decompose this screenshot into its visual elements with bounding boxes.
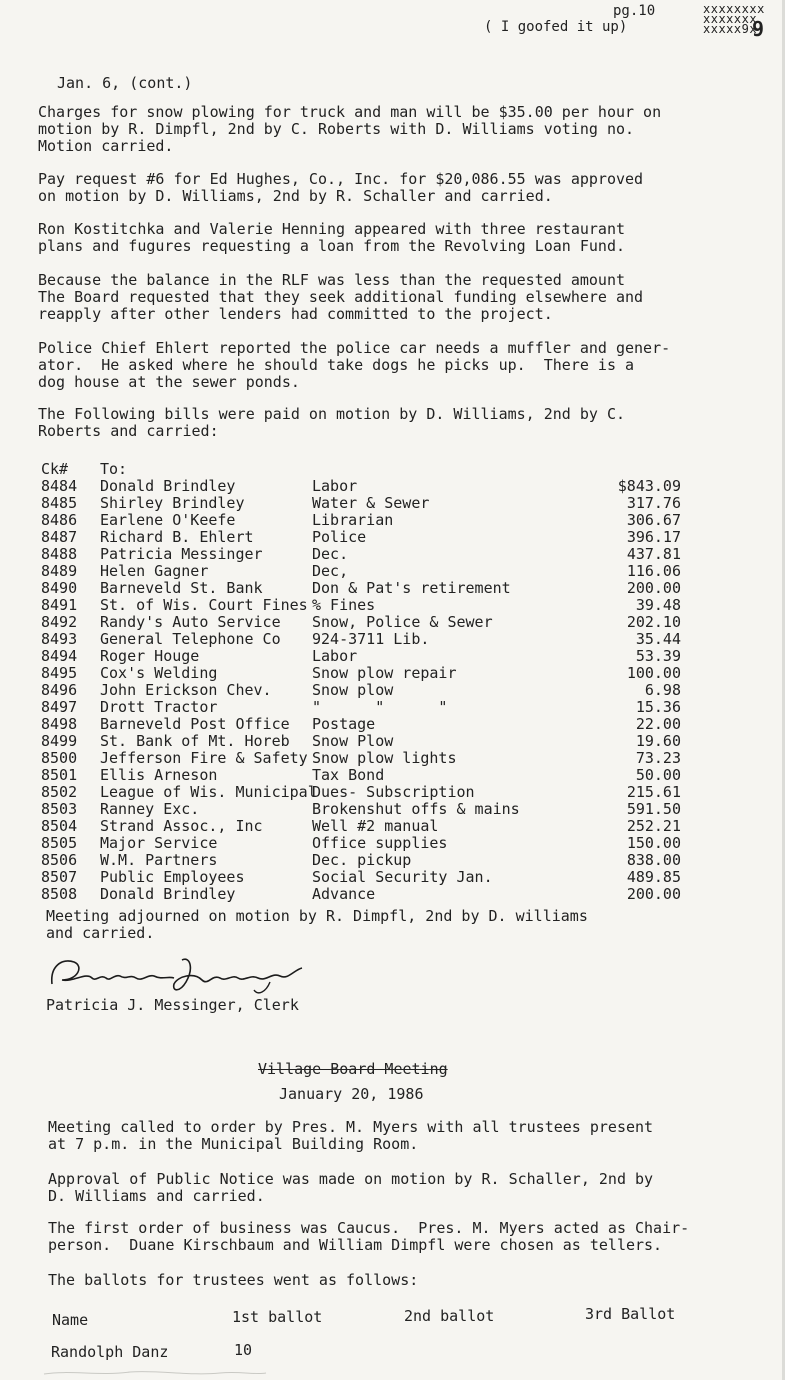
- bill-row: [41, 835, 681, 852]
- amount: $843.09: [617, 477, 681, 495]
- amount: 22.00: [635, 715, 681, 733]
- amount: 396.17: [626, 528, 681, 546]
- payee: Donald Brindley: [100, 885, 236, 903]
- payee: Public Employees: [100, 868, 245, 886]
- bill-row: [41, 699, 681, 716]
- payee: Ranney Exc.: [100, 800, 200, 818]
- check-number: 8484: [41, 477, 78, 495]
- amount: 73.23: [635, 749, 681, 767]
- check-number: 8497: [41, 698, 78, 716]
- check-number: 8500: [41, 749, 78, 767]
- bill-row: [41, 852, 681, 869]
- check-number: 8507: [41, 868, 78, 886]
- minutes-line: Approval of Public Notice was made on motion by R. Schaller, 2nd by: [48, 1170, 654, 1188]
- amount: 35.44: [635, 630, 681, 648]
- purpose: " " ": [312, 698, 448, 716]
- bill-row: [41, 818, 681, 835]
- check-number: 8498: [41, 715, 78, 733]
- purpose: Dec,: [312, 562, 349, 580]
- minutes-line: dog house at the sewer ponds.: [38, 373, 300, 391]
- amount: 19.60: [635, 732, 681, 750]
- check-number: 8499: [41, 732, 78, 750]
- bill-row: [41, 597, 681, 614]
- purpose: Social Security Jan.: [312, 868, 493, 886]
- purpose: Water & Sewer: [312, 494, 430, 512]
- amount: 15.36: [635, 698, 681, 716]
- bleed-through-marks: [40, 1368, 270, 1378]
- meeting-date: January 20, 1986: [279, 1085, 424, 1103]
- bill-row: [41, 767, 681, 784]
- bill-row: [41, 478, 681, 495]
- payee: Earlene O'Keefe: [100, 511, 236, 529]
- bill-row: [41, 614, 681, 631]
- bills-table: [41, 461, 681, 903]
- purpose: Labor: [312, 477, 358, 495]
- payee: John Erickson Chev.: [100, 681, 272, 699]
- amount: 39.48: [635, 596, 681, 614]
- purpose: Snow plow lights: [312, 749, 457, 767]
- purpose: Tax Bond: [312, 766, 385, 784]
- purpose: Snow Plow: [312, 732, 394, 750]
- minutes-line: person. Duane Kirschbaum and William Dimpfl were chosen as tellers.: [48, 1236, 663, 1254]
- minutes-line: The first order of business was Caucus. Pres. M. Myers acted as Chair-: [48, 1219, 690, 1237]
- purpose: Labor: [312, 647, 358, 665]
- bill-row: [41, 733, 681, 750]
- amount: 202.10: [626, 613, 681, 631]
- minutes-line: Police Chief Ehlert reported the police car needs a muffler and gener-: [38, 339, 671, 357]
- bill-row: [41, 716, 681, 733]
- bill-row: [41, 495, 681, 512]
- purpose: % Fines: [312, 596, 376, 614]
- minutes-line: at 7 p.m. in the Municipal Building Room.: [48, 1135, 419, 1153]
- amount: 591.50: [626, 800, 681, 818]
- bills-header: [41, 461, 681, 478]
- purpose: Snow plow: [312, 681, 394, 699]
- bill-row: [41, 546, 681, 563]
- purpose: Advance: [312, 885, 376, 903]
- x-row: xxxxxxxx: [703, 2, 765, 16]
- minutes-line: Motion carried.: [38, 137, 174, 155]
- minutes-line: Ron Kostitchka and Valerie Henning appeared with three restaurant: [38, 220, 625, 238]
- payee: St. Bank of Mt. Horeb: [100, 732, 290, 750]
- check-number: 8494: [41, 647, 78, 665]
- bill-row: [41, 563, 681, 580]
- purpose: Snow plow repair: [312, 664, 457, 682]
- check-number: 8505: [41, 834, 78, 852]
- minutes-line: Pay request #6 for Ed Hughes, Co., Inc. for $20,086.55 was approved: [38, 170, 644, 188]
- payee: Barneveld Post Office: [100, 715, 290, 733]
- col-payee: To:: [100, 460, 128, 478]
- purpose: Librarian: [312, 511, 394, 529]
- payee: Cox's Welding: [100, 664, 218, 682]
- x-row: xxxxx9x: [703, 22, 758, 36]
- purpose: Office supplies: [312, 834, 448, 852]
- amount: 50.00: [635, 766, 681, 784]
- bill-row: [41, 580, 681, 597]
- amount: 53.39: [635, 647, 681, 665]
- minutes-line: reapply after other lenders had committed to the project.: [38, 305, 553, 323]
- minutes-line: D. Williams and carried.: [48, 1187, 265, 1205]
- check-number: 8490: [41, 579, 78, 597]
- purpose: Police: [312, 528, 367, 546]
- amount: 116.06: [626, 562, 681, 580]
- amount: 100.00: [626, 664, 681, 682]
- payee: Helen Gagner: [100, 562, 209, 580]
- page-label: pg.10: [613, 3, 656, 19]
- purpose: Snow, Police & Sewer: [312, 613, 493, 631]
- minutes-line: plans and fugures requesting a loan from the Revolving Loan Fund.: [38, 237, 625, 255]
- check-number: 8495: [41, 664, 78, 682]
- purpose: Brokenshut offs & mains: [312, 800, 520, 818]
- minutes-line: Charges for snow plowing for truck and man will be $35.00 per hour on: [38, 103, 662, 121]
- amount: 150.00: [626, 834, 681, 852]
- check-number: 8502: [41, 783, 78, 801]
- minutes-line: The Board requested that they seek additional funding elsewhere and: [38, 288, 644, 306]
- amount: 489.85: [626, 868, 681, 886]
- check-number: 8493: [41, 630, 78, 648]
- check-number: 8492: [41, 613, 78, 631]
- bill-row: [41, 869, 681, 886]
- ballot-header-third: 3rd Ballot: [585, 1305, 676, 1323]
- ballot-header-first: 1st ballot: [232, 1308, 323, 1326]
- minutes-line: The ballots for trustees went as follows:: [48, 1271, 419, 1289]
- check-number: 8504: [41, 817, 78, 835]
- minutes-line: ator. He asked where he should take dogs he picks up. There is a: [38, 356, 635, 374]
- check-number: 8503: [41, 800, 78, 818]
- amount: 252.21: [626, 817, 681, 835]
- bill-row: [41, 750, 681, 767]
- bill-row: [41, 648, 681, 665]
- payee: Barneveld St. Bank: [100, 579, 263, 597]
- check-number: 8496: [41, 681, 78, 699]
- date-line: Jan. 6, (cont.): [57, 74, 193, 92]
- payee: Patricia Messinger: [100, 545, 263, 563]
- bill-row: [41, 529, 681, 546]
- check-number: 8486: [41, 511, 78, 529]
- purpose: 924-3711 Lib.: [312, 630, 430, 648]
- minutes-line: Because the balance in the RLF was less than the requested amount: [38, 271, 625, 289]
- check-number: 8485: [41, 494, 78, 512]
- check-number: 8491: [41, 596, 78, 614]
- check-number: 8508: [41, 885, 78, 903]
- payee: St. of Wis. Court Fines: [100, 596, 308, 614]
- amount: 6.98: [644, 681, 681, 699]
- minutes-line: motion by R. Dimpfl, 2nd by C. Roberts with D. Williams voting no.: [38, 120, 635, 138]
- amount: 200.00: [626, 579, 681, 597]
- amount: 306.67: [626, 511, 681, 529]
- minutes-line: The Following bills were paid on motion by D. Williams, 2nd by C.: [38, 405, 625, 423]
- check-number: 8487: [41, 528, 78, 546]
- amount: 215.61: [626, 783, 681, 801]
- payee: Ellis Arneson: [100, 766, 218, 784]
- ballot-first-count: 10: [234, 1341, 253, 1359]
- purpose: Dec.: [312, 545, 349, 563]
- bill-row: [41, 665, 681, 682]
- bill-row: [41, 682, 681, 699]
- payee: Randy's Auto Service: [100, 613, 281, 631]
- meeting-title: Village Board Meeting: [258, 1060, 448, 1078]
- payee: Shirley Brindley: [100, 494, 245, 512]
- payee: Drott Tractor: [100, 698, 218, 716]
- check-number: 8488: [41, 545, 78, 563]
- bill-row: [41, 631, 681, 648]
- payee: W.M. Partners: [100, 851, 218, 869]
- adjourned-line: Meeting adjourned on motion by R. Dimpfl, 2nd by D. williams: [46, 907, 588, 925]
- minutes-line: Meeting called to order by Pres. M. Myers with all trustees present: [48, 1118, 654, 1136]
- payee: Major Service: [100, 834, 218, 852]
- check-number: 8501: [41, 766, 78, 784]
- page-number: 9: [752, 17, 765, 41]
- ballot-header-name: Name: [52, 1311, 89, 1329]
- bill-row: [41, 886, 681, 903]
- payee: Jefferson Fire & Safety: [100, 749, 308, 767]
- ballot-header-second: 2nd ballot: [404, 1307, 495, 1325]
- clerk-name: Patricia J. Messinger, Clerk: [46, 996, 299, 1014]
- payee: League of Wis. Municipal: [100, 783, 317, 801]
- payee: Richard B. Ehlert: [100, 528, 254, 546]
- payee: Roger Houge: [100, 647, 200, 665]
- margin-note: ( I goofed it up): [484, 19, 628, 35]
- check-number: 8489: [41, 562, 78, 580]
- payee: General Telephone Co: [100, 630, 281, 648]
- bill-row: [41, 512, 681, 529]
- ballot-candidate-name: Randolph Danz: [51, 1343, 169, 1361]
- amount: 437.81: [626, 545, 681, 563]
- bill-rows: [41, 478, 681, 903]
- payee: Donald Brindley: [100, 477, 236, 495]
- bill-row: [41, 801, 681, 818]
- adjourned-line: and carried.: [46, 924, 155, 942]
- purpose: Well #2 manual: [312, 817, 439, 835]
- minutes-line: on motion by D. Williams, 2nd by R. Schaller and carried.: [38, 187, 553, 205]
- purpose: Don & Pat's retirement: [312, 579, 511, 597]
- amount: 317.76: [626, 494, 681, 512]
- purpose: Dues- Subscription: [312, 783, 475, 801]
- x-row: xxxxxxx: [703, 12, 758, 26]
- purpose: Dec. pickup: [312, 851, 412, 869]
- bill-row: [41, 784, 681, 801]
- minutes-line: Roberts and carried:: [38, 422, 219, 440]
- purpose: Postage: [312, 715, 376, 733]
- amount: 200.00: [626, 885, 681, 903]
- ballot-table: [50, 1307, 690, 1367]
- check-number: 8506: [41, 851, 78, 869]
- clerk-signature: [44, 952, 324, 998]
- amount: 838.00: [626, 851, 681, 869]
- payee: Strand Assoc., Inc: [100, 817, 263, 835]
- col-check-number: Ck#: [41, 460, 69, 478]
